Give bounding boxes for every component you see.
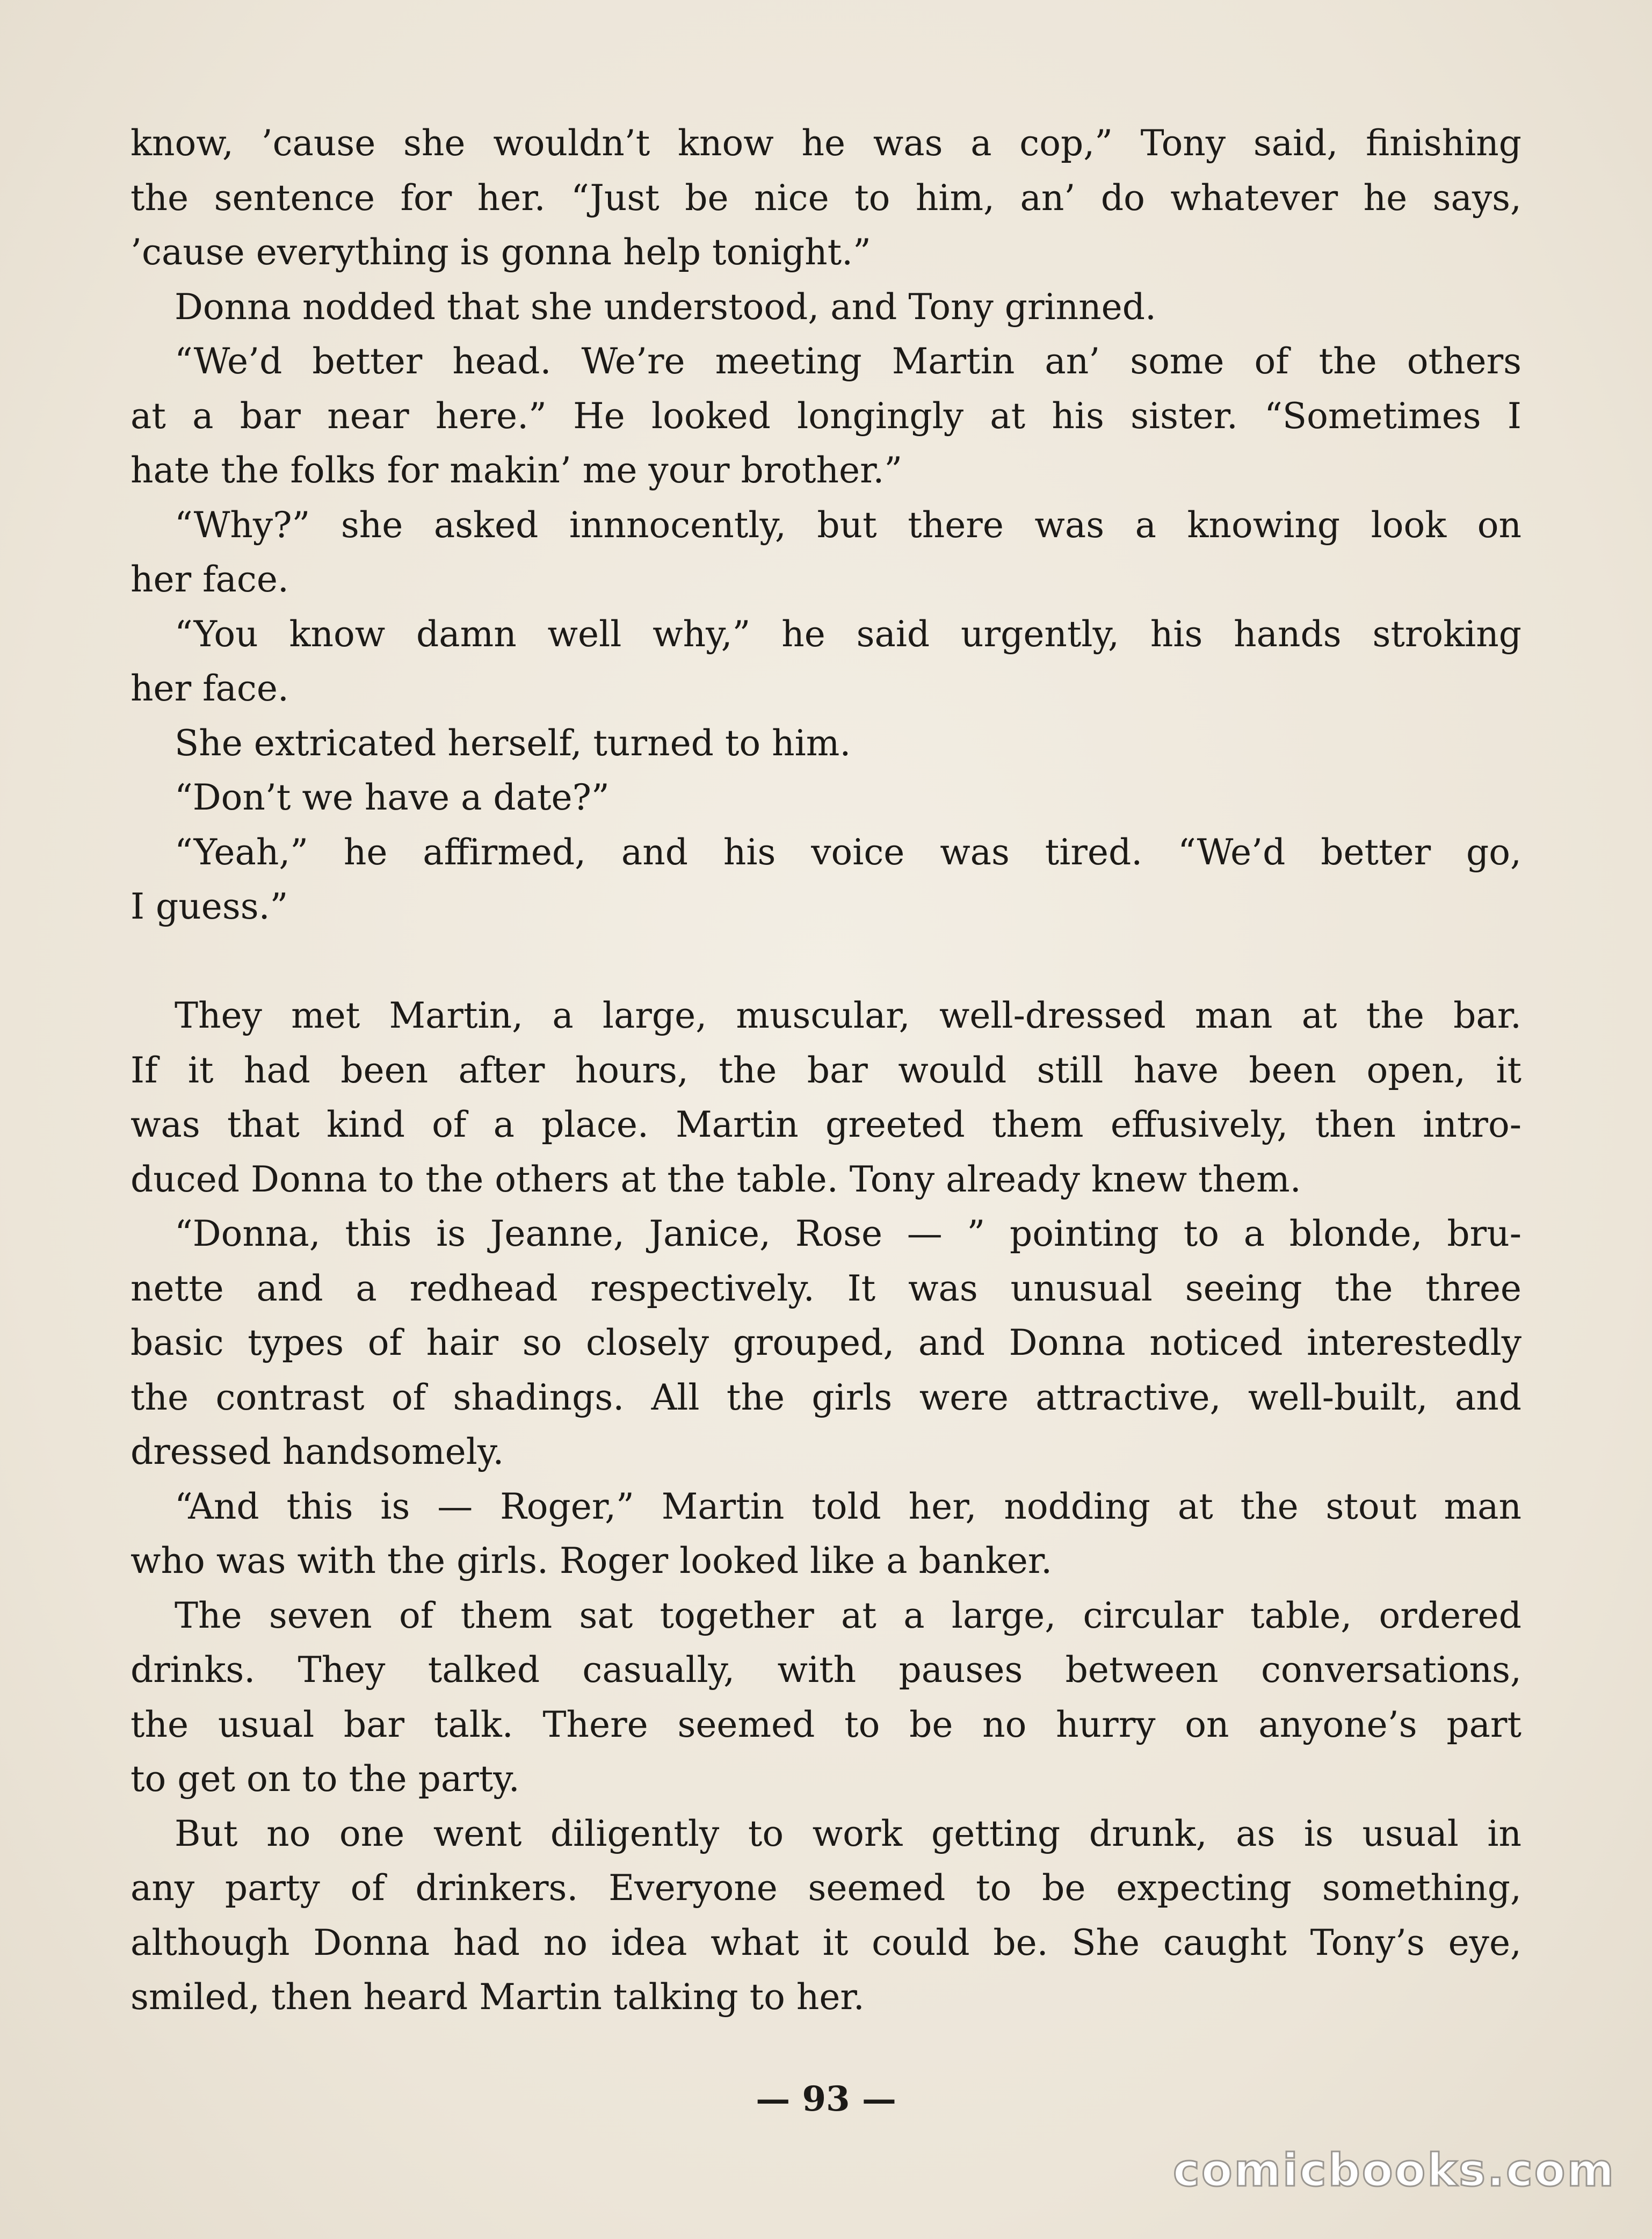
text-line: But no one went diligently to work getting drunk, as is usual in bbox=[175, 1812, 1521, 1854]
text-line: smiled, then heard Martin talking to her. bbox=[131, 1976, 865, 2018]
text-line: to get on to the party. bbox=[131, 1758, 520, 1800]
text-line: was that kind of a place. Martin greeted them effusively, then intro- bbox=[131, 1104, 1521, 1145]
watermark-logo: comicbooks.com bbox=[1173, 2144, 1615, 2197]
text-line: “Why?” she asked innnocently, but there was a knowing look on bbox=[175, 504, 1521, 546]
text-line: the sentence for her. “Just be nice to him, an’ do whatever he says, bbox=[131, 177, 1521, 219]
text-line: any party of drinkers. Everyone seemed to be expecting something, bbox=[131, 1867, 1521, 1909]
text-line: her face. bbox=[131, 668, 289, 709]
text-line: know, ’cause she wouldn’t know he was a cop,” Tony said, finishing bbox=[131, 122, 1521, 164]
text-line: She extricated herself, turned to him. bbox=[175, 722, 851, 764]
text-line: The seven of them sat together at a large, circular table, ordered bbox=[175, 1594, 1521, 1636]
text-line: the contrast of shadings. All the girls were attractive, well-built, and bbox=[131, 1376, 1521, 1418]
blank-line bbox=[131, 934, 1521, 989]
text-line: her face. bbox=[131, 559, 289, 600]
text-line: If it had been after hours, the bar would still have been open, it bbox=[131, 1049, 1521, 1091]
text-line: dressed handsomely. bbox=[131, 1431, 504, 1472]
text-line: “Don’t we have a date?” bbox=[175, 777, 610, 818]
text-line: “Donna, this is Jeanne, Janice, Rose — ” pointing to a blonde, bru- bbox=[175, 1213, 1521, 1254]
text-line: hate the folks for makin’ me your brother.” bbox=[131, 450, 903, 491]
text-line: nette and a redhead respectively. It was unusual seeing the three bbox=[131, 1267, 1521, 1309]
text-line: I guess.” bbox=[131, 886, 288, 927]
text-line: “And this is — Roger,” Martin told her, nodding at the stout man bbox=[175, 1485, 1521, 1527]
text-line: They met Martin, a large, muscular, well-dressed man at the bar. bbox=[175, 995, 1521, 1036]
text-line: who was with the girls. Roger looked like a banker. bbox=[131, 1540, 1053, 1581]
text-line: Donna nodded that she understood, and Tony grinned. bbox=[175, 286, 1156, 328]
text-line: “Yeah,” he affirmed, and his voice was tired. “We’d better go, bbox=[175, 831, 1521, 873]
text-line: “We’d better head. We’re meeting Martin an’ some of the others bbox=[175, 341, 1521, 382]
text-line: ’cause everything is gonna help tonight.” bbox=[131, 232, 871, 273]
text-line: drinks. They talked casually, with pauses between conversations, bbox=[131, 1649, 1521, 1691]
text-line: at a bar near here.” He looked longingly at his sister. “Sometimes I bbox=[131, 395, 1521, 437]
text-line: although Donna had no idea what it could be. She caught Tony’s eye, bbox=[131, 1922, 1521, 1963]
text-line: “You know damn well why,” he said urgently, his hands stroking bbox=[175, 613, 1521, 655]
page-number: — 93 — bbox=[756, 2079, 896, 2119]
text-line: the usual bar talk. There seemed to be no hurry on anyone’s part bbox=[131, 1703, 1521, 1745]
body-text bbox=[131, 116, 1521, 2025]
text-line: duced Donna to the others at the table. Tony already knew them. bbox=[131, 1158, 1301, 1200]
text-line: basic types of hair so closely grouped, and Donna noticed interestedly bbox=[131, 1322, 1521, 1363]
